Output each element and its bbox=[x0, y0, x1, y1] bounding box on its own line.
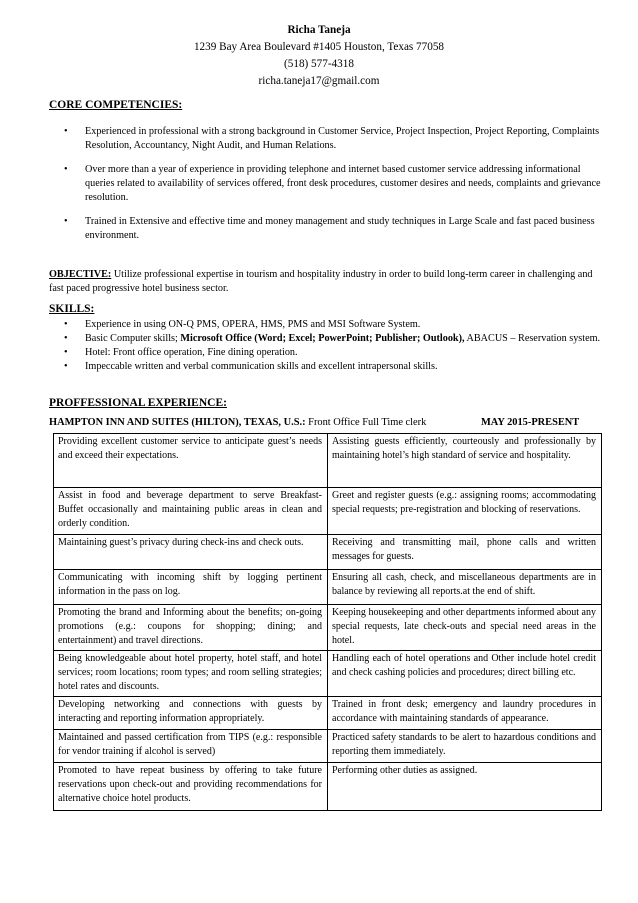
list-item: • Hotel: Front office operation, Fine dining operation. bbox=[64, 347, 298, 358]
list-item: • Experienced in professional with a strong background in Customer Service, Project Inspection, Project Reporting, Complaints Resolution, Accountancy, Night Audit, and Human Relations. bbox=[64, 126, 600, 151]
bullet-icon: • bbox=[64, 164, 68, 175]
skills-heading: SKILLS: bbox=[49, 303, 95, 315]
table-cell: Practiced safety standards to be alert to hazardous conditions and reporting them immediately. bbox=[328, 730, 602, 763]
table-row bbox=[54, 697, 602, 730]
list-item: • Over more than a year of experience in providing telephone and internet based customer service addressing informational queries related to availability of services offered, front desk procedures, customer desires and needs, complaints and grievance resolution. bbox=[64, 164, 601, 203]
table-cell: Receiving and transmitting mail, phone calls and written messages for guests. bbox=[328, 535, 602, 570]
table-row bbox=[54, 651, 602, 697]
table-cell: Developing networking and connections with guests by interacting and reporting information appropriately. bbox=[54, 697, 328, 730]
table-cell: Performing other duties as assigned. bbox=[328, 763, 602, 811]
competencies-heading: CORE COMPETENCIES: bbox=[49, 99, 183, 111]
list-item: • Impeccable written and verbal communication skills and excellent intrapersonal skills. bbox=[64, 361, 438, 372]
table-cell: Trained in front desk; emergency and laundry procedures in accordance with maintaining standards of appearance. bbox=[328, 697, 602, 730]
table-cell: Being knowledgeable about hotel property, hotel staff, and hotel services; room locations; room types; and room selling strategies; hotel rates and discounts. bbox=[54, 651, 328, 697]
table-cell: Promoting the brand and Informing about the benefits; on-going promotions (e.g.: coupons for shopping; dining; and entertainment) and travel directions. bbox=[54, 605, 328, 651]
bullet-icon: • bbox=[64, 126, 68, 137]
competencies-list bbox=[49, 125, 604, 243]
table-row bbox=[54, 605, 602, 651]
job-dates: MAY 2015-PRESENT bbox=[481, 417, 580, 428]
table-cell: Keeping housekeeping and other departments informed about any special requests, late check-outs and special need areas in the hotel. bbox=[328, 605, 602, 651]
objective-label: OBJECTIVE: bbox=[49, 269, 112, 280]
table-row bbox=[54, 763, 602, 811]
bullet-icon: • bbox=[64, 333, 68, 344]
table-cell: Ensuring all cash, check, and miscellaneous departments are in balance by reviewing all reports.at the end of shift. bbox=[328, 570, 602, 605]
email-address: richa.taneja17@gmail.com bbox=[258, 75, 380, 87]
bullet-icon: • bbox=[64, 361, 68, 372]
job-line bbox=[49, 417, 609, 428]
table-cell: Providing excellent customer service to anticipate guest’s needs and exceed their expectations. bbox=[54, 434, 328, 488]
job-role: Front Office Full Time clerk bbox=[305, 417, 427, 428]
bullet-icon: • bbox=[64, 319, 68, 330]
table-cell: Promoted to have repeat business by offering to take future reservations upon check-out and providing recommendations for alternative choice hotel products. bbox=[54, 763, 328, 811]
objective-text: Utilize professional expertise in tourism and hospitality industry in order to build long-term career in challenging and fast paced progressive hotel business sector. bbox=[49, 269, 593, 294]
objective-section bbox=[49, 268, 604, 296]
table-cell: Handling each of hotel operations and Other include hotel credit and check cashing policies and procedures; direct billing etc. bbox=[328, 651, 602, 697]
table-cell: Assist in food and beverage department to serve Breakfast- Buffet occasionally and maintaining public areas in clean and orderly condition. bbox=[54, 488, 328, 535]
phone-number: (518) 577-4318 bbox=[284, 58, 354, 70]
table-row bbox=[54, 730, 602, 763]
address: 1239 Bay Area Boulevard #1405 Houston, Texas 77058 bbox=[193, 41, 445, 53]
table-row bbox=[54, 434, 602, 488]
employer: HAMPTON INN AND SUITES (HILTON), TEXAS, U.S.: bbox=[49, 417, 306, 428]
contact-header bbox=[0, 22, 638, 90]
list-item: • Experience in using ON-Q PMS, OPERA, HMS, PMS and MSI Software System. bbox=[64, 319, 421, 330]
bullet-icon: • bbox=[64, 347, 68, 358]
table-cell: Greet and register guests (e.g.: assigning rooms; accommodating special requests; pre-registration and blocking of reservations. bbox=[328, 488, 602, 535]
bullet-icon: • bbox=[64, 216, 68, 227]
candidate-name: Richa Taneja bbox=[287, 24, 351, 36]
table-cell: Maintaining guest’s privacy during check-ins and check outs. bbox=[54, 535, 328, 570]
table-cell: Maintained and passed certification from TIPS (e.g.: responsible for vendor training if alcohol is served) bbox=[54, 730, 328, 763]
duties-table bbox=[53, 433, 602, 811]
table-row bbox=[54, 535, 602, 570]
table-row bbox=[54, 570, 602, 605]
table-cell: Assisting guests efficiently, courteously and professionally by maintaining hotel’s high standard of service and hospitality. bbox=[328, 434, 602, 488]
table-cell: Communicating with incoming shift by logging pertinent information in the pass on log. bbox=[54, 570, 328, 605]
list-item: • Trained in Extensive and effective time and money management and study techniques in Large Scale and fast paced business environment. bbox=[64, 216, 595, 241]
list-item: • Basic Computer skills; Microsoft Office (Word; Excel; PowerPoint; Publisher; Outlook), ABACUS – Reservation system. bbox=[64, 333, 601, 344]
skills-list bbox=[49, 318, 604, 374]
table-row bbox=[54, 488, 602, 535]
experience-heading: PROFFESSIONAL EXPERIENCE: bbox=[49, 397, 227, 409]
